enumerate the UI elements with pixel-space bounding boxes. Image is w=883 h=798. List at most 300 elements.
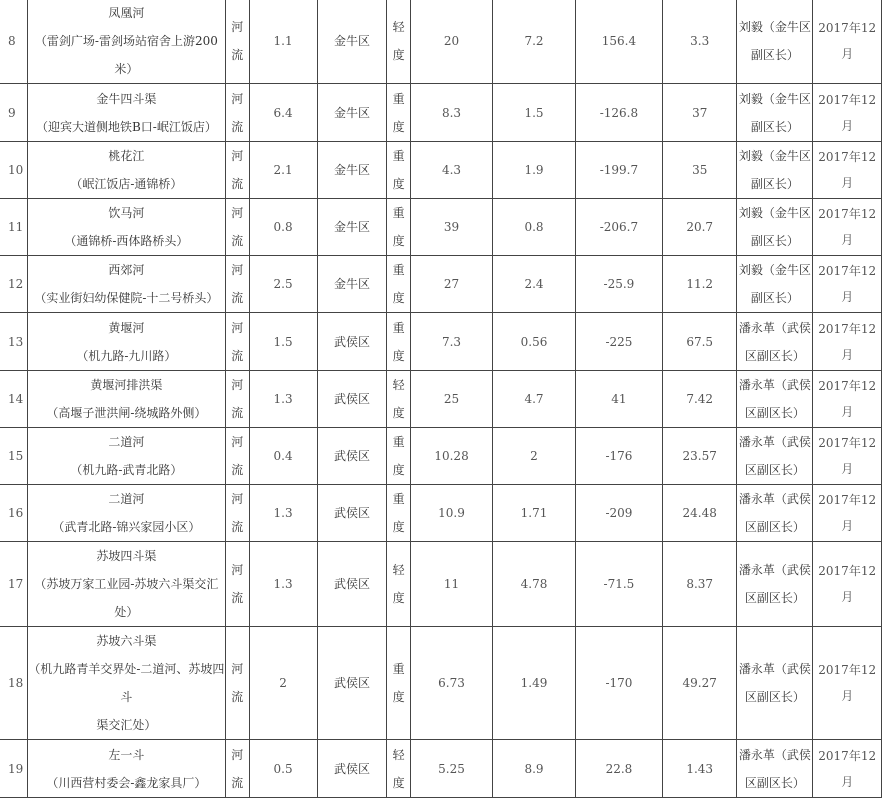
river-name: 二道河 — [108, 435, 145, 449]
level-cell — [387, 84, 411, 142]
type-char: 河 — [231, 149, 244, 163]
value4-cell — [662, 371, 736, 428]
type-char: 流 — [231, 177, 244, 191]
value3: -176 — [605, 449, 633, 463]
value3: -199.7 — [599, 163, 639, 177]
length-cell — [249, 485, 317, 542]
value3-cell — [575, 542, 662, 627]
row-index-text: 11 — [8, 220, 24, 234]
table-row — [0, 542, 882, 627]
type-char: 河 — [231, 563, 244, 577]
value3: -209 — [605, 506, 633, 520]
river-route: （机九路-武青北路） — [70, 463, 183, 477]
level-cell — [387, 199, 411, 256]
value2: 0.8 — [524, 220, 544, 234]
value4: 37 — [692, 105, 708, 120]
district-cell — [317, 84, 387, 142]
row-index — [0, 313, 27, 371]
chief-line: 潘永革（武侯 — [738, 662, 811, 676]
value2-cell — [493, 256, 576, 313]
value3-cell — [575, 256, 662, 313]
type-char: 河 — [231, 662, 244, 676]
level-char: 度 — [392, 177, 405, 191]
type-cell — [225, 485, 249, 542]
date-value: 2017年12月 — [818, 748, 877, 789]
value4: 67.5 — [686, 334, 714, 349]
value2-cell — [493, 199, 576, 256]
date-cell — [813, 485, 882, 542]
length-value: 2.1 — [273, 163, 293, 177]
river-name: 金牛四斗渠 — [96, 91, 157, 106]
level-cell — [387, 371, 411, 428]
length-value: 6.4 — [273, 105, 293, 120]
value1: 4.3 — [441, 163, 462, 177]
row-index-text: 18 — [8, 676, 24, 690]
value1-cell — [410, 542, 492, 627]
chief-cell — [737, 142, 813, 199]
chief-cell — [737, 313, 813, 371]
level-char: 重 — [392, 492, 405, 506]
value3: -71.5 — [603, 577, 635, 591]
length-value: 1.3 — [273, 506, 293, 520]
table-row — [0, 371, 882, 428]
value4-cell — [662, 542, 736, 627]
chief-line: 潘永革（武侯 — [738, 378, 811, 392]
level-char: 度 — [392, 234, 405, 248]
date-cell — [813, 428, 882, 485]
value3: 156.4 — [601, 34, 637, 48]
table-row — [0, 485, 882, 542]
value3-cell — [575, 84, 662, 142]
value4-cell — [662, 627, 736, 740]
district-name: 武侯区 — [334, 676, 371, 690]
table-row — [0, 199, 882, 256]
level-char: 轻 — [392, 378, 405, 392]
length-value: 1.5 — [273, 334, 293, 349]
river-cell — [27, 84, 225, 142]
district-name: 金牛区 — [334, 277, 371, 291]
row-index-text: 13 — [8, 334, 24, 349]
length-value: 2.5 — [273, 277, 293, 291]
river-name: 凤凰河 — [108, 6, 145, 20]
date-cell — [813, 627, 882, 740]
row-index — [0, 142, 27, 199]
value1-cell — [410, 199, 492, 256]
row-index-text: 16 — [8, 506, 24, 520]
value2-cell — [493, 84, 576, 142]
type-char: 流 — [231, 291, 244, 305]
value4: 49.27 — [682, 676, 717, 690]
value2-cell — [493, 428, 576, 485]
table-row — [0, 142, 882, 199]
date-value: 2017年12月 — [818, 21, 877, 61]
date-value: 2017年12月 — [818, 379, 877, 419]
value1-cell — [410, 84, 492, 142]
date-value: 2017年12月 — [818, 207, 877, 247]
chief-cell — [737, 542, 813, 627]
value1-cell — [410, 485, 492, 542]
value2: 7.2 — [524, 34, 544, 48]
row-index — [0, 0, 27, 84]
district-name: 武侯区 — [334, 449, 371, 463]
length-cell — [249, 84, 317, 142]
river-cell — [27, 0, 225, 84]
value4-cell — [662, 313, 736, 371]
level-cell — [387, 485, 411, 542]
district-cell — [317, 627, 387, 740]
level-char: 重 — [392, 662, 405, 676]
river-cell — [27, 542, 225, 627]
value2: 1.71 — [520, 506, 548, 520]
level-char: 轻 — [392, 563, 405, 577]
level-char: 度 — [392, 463, 405, 477]
row-index-text: 12 — [8, 277, 24, 291]
type-char: 流 — [231, 48, 244, 62]
value2: 8.9 — [524, 761, 544, 776]
district-name: 武侯区 — [334, 506, 371, 520]
chief-line: 刘毅（金牛区 — [738, 149, 811, 163]
river-cell — [27, 199, 225, 256]
river-route: （机九路-九川路） — [76, 348, 177, 363]
district-name: 武侯区 — [334, 392, 371, 406]
date-value: 2017年12月 — [818, 436, 877, 476]
date-cell — [813, 313, 882, 371]
level-char: 度 — [392, 48, 405, 62]
river-route: （迎宾大道侧地铁B口-岷江饭店） — [35, 119, 217, 134]
value1: 7.3 — [441, 334, 462, 349]
river-name: 苏坡四斗渠 — [96, 549, 157, 563]
chief-line: 潘永革（武侯 — [738, 492, 811, 506]
row-index-text: 17 — [8, 577, 24, 591]
river-name: 二道河 — [108, 492, 145, 506]
level-cell — [387, 428, 411, 485]
value2-cell — [493, 542, 576, 627]
table-row — [0, 627, 882, 740]
length-cell — [249, 740, 317, 798]
level-char: 度 — [392, 119, 405, 134]
date-value: 2017年12月 — [818, 264, 877, 304]
type-cell — [225, 84, 249, 142]
river-cell — [27, 485, 225, 542]
chief-line: 副区长） — [750, 291, 799, 305]
value4-cell — [662, 740, 736, 798]
value2-cell — [493, 313, 576, 371]
chief-line: 刘毅（金牛区 — [738, 263, 811, 277]
type-cell — [225, 428, 249, 485]
chief-line: 刘毅（金牛区 — [738, 91, 811, 106]
chief-line: 区副区长） — [744, 690, 805, 704]
district-cell — [317, 485, 387, 542]
district-cell — [317, 256, 387, 313]
river-route: （岷江饭店-通锦桥） — [70, 177, 183, 191]
chief-line: 潘永革（武侯 — [738, 435, 811, 449]
date-cell — [813, 199, 882, 256]
district-cell — [317, 0, 387, 84]
type-char: 流 — [231, 520, 244, 534]
value4: 11.2 — [686, 277, 714, 291]
type-char: 河 — [231, 435, 244, 449]
value1: 10.28 — [434, 449, 469, 463]
length-value: 0.5 — [273, 761, 293, 776]
river-cell — [27, 627, 225, 740]
district-cell — [317, 428, 387, 485]
river-route: （高堰子泄洪闸-绕城路外侧） — [46, 406, 207, 420]
value4-cell — [662, 256, 736, 313]
row-index — [0, 542, 27, 627]
chief-line: 副区长） — [750, 48, 799, 62]
table-row — [0, 740, 882, 798]
value3-cell — [575, 0, 662, 84]
value2: 1.49 — [520, 676, 548, 690]
chief-line: 刘毅（金牛区 — [738, 206, 811, 220]
value1: 8.3 — [441, 105, 462, 120]
district-cell — [317, 142, 387, 199]
value1-cell — [410, 0, 492, 84]
row-index-text: 9 — [8, 105, 16, 120]
date-cell — [813, 542, 882, 627]
length-value: 2 — [279, 676, 287, 690]
value4: 3.3 — [690, 34, 710, 48]
chief-cell — [737, 428, 813, 485]
level-cell — [387, 256, 411, 313]
type-char: 流 — [231, 463, 244, 477]
date-cell — [813, 256, 882, 313]
value3-cell — [575, 199, 662, 256]
chief-cell — [737, 740, 813, 798]
row-index — [0, 627, 27, 740]
chief-cell — [737, 627, 813, 740]
value3: 41 — [611, 392, 627, 406]
district-cell — [317, 542, 387, 627]
date-cell — [813, 740, 882, 798]
value1-cell — [410, 313, 492, 371]
value4-cell — [662, 199, 736, 256]
value1-cell — [410, 256, 492, 313]
type-char: 流 — [231, 348, 244, 363]
river-route: （川西营村委会-鑫龙家具厂） — [46, 775, 207, 790]
value2: 4.7 — [524, 392, 544, 406]
value4: 23.57 — [682, 449, 717, 463]
value4: 7.42 — [686, 392, 714, 406]
date-cell — [813, 0, 882, 84]
value3: -206.7 — [599, 220, 639, 234]
river-name: 苏坡六斗渠 — [96, 634, 157, 648]
value1: 11 — [443, 577, 460, 591]
value4-cell — [662, 0, 736, 84]
level-char: 度 — [392, 348, 405, 363]
date-cell — [813, 84, 882, 142]
row-index — [0, 84, 27, 142]
value3: -126.8 — [599, 105, 639, 120]
district-cell — [317, 199, 387, 256]
river-route: （通锦桥-西体路桥头） — [64, 234, 189, 248]
row-index — [0, 428, 27, 485]
value4-cell — [662, 84, 736, 142]
length-cell — [249, 313, 317, 371]
length-cell — [249, 256, 317, 313]
length-cell — [249, 542, 317, 627]
level-char: 重 — [392, 206, 405, 220]
chief-line: 区副区长） — [744, 520, 805, 534]
value1-cell — [410, 428, 492, 485]
date-cell — [813, 142, 882, 199]
chief-cell — [737, 485, 813, 542]
value4: 20.7 — [686, 220, 714, 234]
length-cell — [249, 428, 317, 485]
length-cell — [249, 199, 317, 256]
length-cell — [249, 627, 317, 740]
value3-cell — [575, 313, 662, 371]
chief-cell — [737, 0, 813, 84]
table-row — [0, 428, 882, 485]
district-name: 武侯区 — [334, 334, 371, 349]
chief-line: 区副区长） — [744, 463, 805, 477]
river-name: 黄堰河排洪渠 — [90, 378, 163, 392]
row-index-text: 15 — [8, 449, 24, 463]
type-cell — [225, 313, 249, 371]
district-name: 武侯区 — [334, 761, 371, 776]
value4: 24.48 — [682, 506, 717, 520]
value4: 35 — [692, 163, 708, 177]
date-value: 2017年12月 — [818, 663, 877, 703]
river-name: 饮马河 — [108, 206, 145, 220]
level-cell — [387, 740, 411, 798]
table-row — [0, 256, 882, 313]
value3-cell — [575, 627, 662, 740]
chief-line: 区副区长） — [744, 406, 805, 420]
value3: -170 — [605, 676, 633, 690]
level-char: 度 — [392, 406, 405, 420]
chief-cell — [737, 256, 813, 313]
value1: 20 — [443, 34, 460, 48]
river-route: （机九路青羊交界处-二道河、苏坡四斗 — [28, 662, 225, 704]
level-cell — [387, 142, 411, 199]
table-row — [0, 0, 882, 84]
chief-line: 副区长） — [750, 234, 799, 248]
river-route: （实业街妇幼保健院-十二号桥头） — [34, 291, 219, 305]
district-name: 武侯区 — [334, 577, 371, 591]
row-index-text: 10 — [8, 163, 24, 177]
date-value: 2017年12月 — [818, 321, 877, 362]
river-cell — [27, 256, 225, 313]
value3: 22.8 — [605, 761, 633, 776]
type-char: 河 — [231, 20, 244, 34]
district-name: 金牛区 — [334, 105, 371, 120]
value2-cell — [493, 142, 576, 199]
river-name: 桃花江 — [108, 149, 145, 163]
value2: 1.5 — [524, 105, 544, 120]
river-cell — [27, 740, 225, 798]
type-cell — [225, 0, 249, 84]
chief-line: 潘永革（武侯 — [738, 563, 811, 577]
river-cell — [27, 313, 225, 371]
level-char: 重 — [392, 320, 405, 335]
row-index-text: 19 — [8, 761, 24, 776]
level-char: 重 — [392, 149, 405, 163]
value2: 4.78 — [520, 577, 548, 591]
length-cell — [249, 142, 317, 199]
type-cell — [225, 542, 249, 627]
chief-cell — [737, 371, 813, 428]
level-char: 轻 — [392, 20, 405, 34]
value2-cell — [493, 627, 576, 740]
chief-cell — [737, 84, 813, 142]
type-char: 流 — [231, 591, 244, 605]
river-route: （苏坡万家工业园-苏坡六斗渠交汇处） — [34, 577, 219, 619]
row-index — [0, 371, 27, 428]
value4: 8.37 — [686, 577, 714, 591]
length-value: 0.4 — [273, 449, 293, 463]
length-value: 1.3 — [273, 392, 293, 406]
value1-cell — [410, 627, 492, 740]
length-value: 1.1 — [273, 34, 293, 48]
value3-cell — [575, 428, 662, 485]
value3-cell — [575, 485, 662, 542]
value4-cell — [662, 485, 736, 542]
type-char: 流 — [231, 690, 244, 704]
value4-cell — [662, 142, 736, 199]
value3-cell — [575, 740, 662, 798]
table-row — [0, 84, 882, 142]
row-index-text: 8 — [8, 34, 16, 48]
row-index — [0, 740, 27, 798]
chief-line: 副区长） — [750, 119, 799, 134]
date-value: 2017年12月 — [818, 493, 877, 533]
level-char: 度 — [392, 591, 405, 605]
level-char: 度 — [392, 690, 405, 704]
value1: 39 — [443, 220, 460, 234]
value2: 1.9 — [524, 163, 544, 177]
river-cell — [27, 142, 225, 199]
type-cell — [225, 256, 249, 313]
level-cell — [387, 542, 411, 627]
length-cell — [249, 0, 317, 84]
type-cell — [225, 627, 249, 740]
level-char: 度 — [392, 291, 405, 305]
value4: 1.43 — [686, 761, 714, 776]
table-row — [0, 313, 882, 371]
length-value: 1.3 — [273, 577, 293, 591]
date-value: 2017年12月 — [818, 564, 877, 604]
level-cell — [387, 627, 411, 740]
river-cell — [27, 428, 225, 485]
length-cell — [249, 371, 317, 428]
value1-cell — [410, 371, 492, 428]
date-value: 2017年12月 — [818, 150, 877, 190]
value2: 2 — [530, 449, 538, 463]
type-char: 河 — [231, 492, 244, 506]
river-name: 左一斗 — [108, 747, 145, 762]
row-index — [0, 485, 27, 542]
chief-line: 区副区长） — [744, 348, 805, 363]
value1: 10.9 — [438, 506, 465, 520]
district-name: 金牛区 — [334, 163, 371, 177]
value1: 25 — [443, 392, 460, 406]
row-index — [0, 199, 27, 256]
district-name: 金牛区 — [334, 220, 371, 234]
type-char: 流 — [231, 234, 244, 248]
level-cell — [387, 313, 411, 371]
value1: 6.73 — [438, 676, 465, 690]
value1: 5.25 — [438, 761, 465, 776]
river-name: 西郊河 — [108, 263, 145, 277]
district-name: 金牛区 — [334, 34, 371, 48]
type-char: 河 — [231, 320, 244, 335]
chief-line: 潘永革（武侯 — [738, 747, 811, 762]
type-char: 流 — [231, 775, 244, 790]
type-cell — [225, 740, 249, 798]
type-cell — [225, 142, 249, 199]
